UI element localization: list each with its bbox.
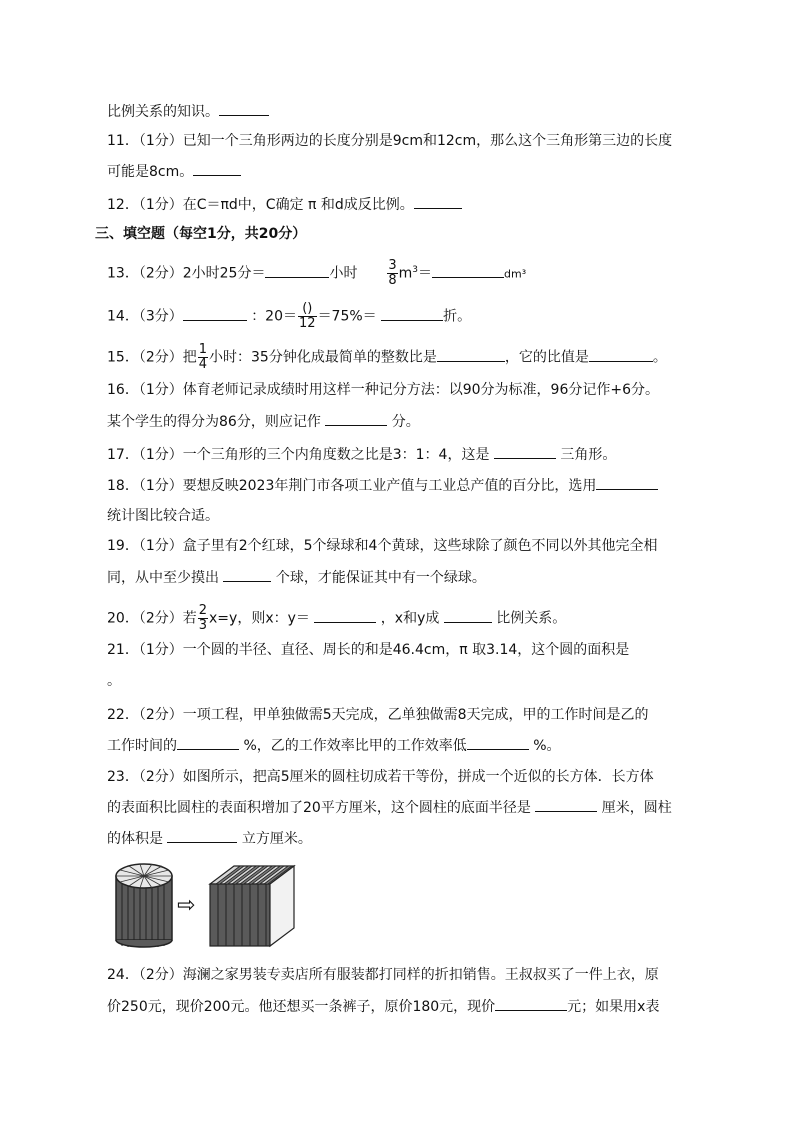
answer-blank[interactable]	[589, 347, 653, 362]
answer-blank[interactable]	[381, 306, 443, 321]
question-text: 小时	[329, 265, 358, 282]
question-text: 元；如果用x表	[567, 999, 660, 1015]
question-text: ，x和y成	[380, 610, 440, 627]
question-24	[107, 965, 659, 985]
question-text: 17．（1分）一个三角形的三个内角度数之比是3：1：4，这是	[107, 447, 490, 463]
question-text: 15．（2分）把	[107, 349, 197, 366]
question-text: ，它的比值是	[504, 349, 589, 366]
question-17	[107, 444, 616, 465]
answer-blank[interactable]	[596, 475, 658, 490]
question-text: %，乙的工作效率比甲的工作效率低	[243, 738, 467, 754]
question-text: 。	[652, 349, 667, 366]
question-text: 20．（2分）若	[107, 610, 197, 627]
answer-blank[interactable]	[183, 306, 247, 321]
denominator: 12	[299, 316, 316, 331]
question-text: 三角形。	[560, 447, 617, 463]
question-text: 个球，才能保证其中有一个绿球。	[275, 570, 486, 586]
question-text: 的表面积比圆柱的表面积增加了20平方厘米，这个圆柱的底面半径是	[107, 800, 531, 816]
question-15	[107, 343, 667, 372]
question-24-cont	[107, 996, 659, 1017]
question-14	[107, 302, 471, 331]
question-13	[107, 259, 526, 288]
question-text: 21．（1分）一个圆的半径、直径、周长的和是46.4cm，π 取3.14，这个圆的面积是	[107, 642, 630, 658]
denominator: 3	[198, 618, 208, 633]
answer-blank[interactable]	[495, 996, 567, 1011]
question-text: 12．（1分）在C＝πd中，C确定 π 和d成反比例。	[107, 197, 414, 213]
question-text: %。	[533, 738, 561, 754]
fraction	[387, 259, 397, 288]
question-21	[107, 640, 629, 660]
numerator: 2	[198, 603, 208, 618]
question-23	[107, 767, 654, 787]
answer-blank[interactable]	[535, 797, 597, 812]
question-text: 24．（2分）海澜之家男装专卖店所有服装都打同样的折扣销售。王叔叔买了一件上衣，原	[107, 967, 659, 983]
question-11	[107, 131, 672, 151]
question-23-cont	[107, 797, 672, 818]
unit: dm³	[504, 267, 527, 281]
answer-blank[interactable]	[314, 608, 376, 623]
question-text: 统计图比较合适。	[107, 508, 219, 524]
question-text: 某个学生的得分为86分，则应记作	[107, 414, 321, 430]
question-text: ：20＝	[251, 308, 298, 325]
cuboid-figure	[206, 862, 300, 948]
question-12	[107, 194, 462, 215]
question-18-cont	[107, 506, 219, 526]
answer-blank[interactable]	[494, 444, 556, 459]
question-text: 价250元，现价200元。他还想买一条裤子，原价180元，现价	[107, 999, 496, 1015]
arrow-icon: ⇨	[177, 893, 196, 918]
question-text: 18．（1分）要想反映2023年荆门市各项工业产值与工业总产值的百分比，选用	[107, 478, 597, 494]
question-16-cont	[107, 411, 420, 432]
answer-blank[interactable]	[219, 101, 269, 116]
question-18	[107, 475, 658, 496]
question-text: x=y，则x：y＝	[209, 610, 310, 627]
answer-blank[interactable]	[177, 735, 239, 750]
answer-blank[interactable]	[325, 411, 387, 426]
question-text: 小时：35分钟化成最简单的整数比是	[209, 349, 437, 366]
answer-blank[interactable]	[467, 735, 529, 750]
question-text: 11．（1分）已知一个三角形两边的长度分别是9cm和12cm，那么这个三角形第三边的长度	[107, 133, 673, 149]
question-text: 分。	[391, 414, 420, 430]
section-title: 三、填空题（每空1分，共20分）	[95, 226, 307, 242]
unit: m	[398, 265, 413, 282]
question-16	[107, 380, 659, 400]
answer-blank[interactable]	[414, 194, 462, 209]
question-20	[107, 604, 566, 633]
answer-blank[interactable]	[223, 567, 271, 582]
numerator: 1	[198, 342, 208, 357]
fraction	[198, 343, 208, 372]
question-text: 比例关系。	[496, 610, 567, 627]
question-22	[107, 705, 649, 725]
question-text: 厘米，圆柱	[601, 800, 672, 816]
cylinder-figure	[112, 862, 176, 948]
answer-blank[interactable]	[437, 347, 505, 362]
question-text: 的体积是	[107, 831, 163, 847]
question-text: 。	[107, 673, 121, 689]
numerator: ()	[302, 301, 313, 316]
question-text: ＝	[418, 265, 433, 282]
answer-blank[interactable]	[193, 161, 241, 176]
question-text: 16．（1分）体育老师记录成绩时用这样一种记分方法：以90分为标准，96分记作+6分。	[107, 382, 659, 398]
exponent: 3	[412, 264, 419, 275]
question-text: 折。	[443, 308, 472, 325]
fraction	[198, 604, 208, 633]
question-text: 19．（1分）盒子里有2个红球，5个绿球和4个黄球，这些球除了颜色不同以外其他完全相	[107, 538, 658, 554]
answer-blank[interactable]	[444, 608, 492, 623]
denominator: 8	[388, 273, 397, 288]
question-11-cont	[107, 161, 241, 182]
question-19	[107, 536, 657, 556]
text-line	[107, 101, 269, 122]
question-text: 可能是8cm。	[107, 164, 194, 180]
text: 比例关系的知识。	[107, 104, 219, 120]
question-text: 立方厘米。	[241, 831, 312, 847]
fraction	[298, 302, 317, 331]
question-23-cont2	[107, 828, 312, 849]
question-text: 13．（2分）2小时25分＝	[107, 265, 266, 282]
numerator: 3	[388, 258, 397, 273]
question-text: 22．（2分）一项工程，甲单独做需5天完成，乙单独做需8天完成，甲的工作时间是乙的	[107, 707, 649, 723]
section-heading	[95, 224, 306, 244]
denominator: 4	[198, 357, 208, 372]
answer-blank[interactable]	[265, 263, 329, 278]
question-text: 23．（2分）如图所示，把高5厘米的圆柱切成若干等份，拼成一个近似的长方体．长方体	[107, 769, 654, 785]
answer-blank[interactable]	[432, 263, 504, 278]
question-21-cont	[107, 671, 121, 691]
question-22-cont	[107, 735, 561, 756]
question-text: 同，从中至少摸出	[107, 570, 219, 586]
question-text: 14．（3分）	[107, 308, 183, 325]
answer-blank[interactable]	[167, 828, 237, 843]
question-text: 工作时间的	[107, 738, 177, 754]
question-19-cont	[107, 567, 486, 588]
question-text: ＝75%＝	[317, 308, 377, 325]
